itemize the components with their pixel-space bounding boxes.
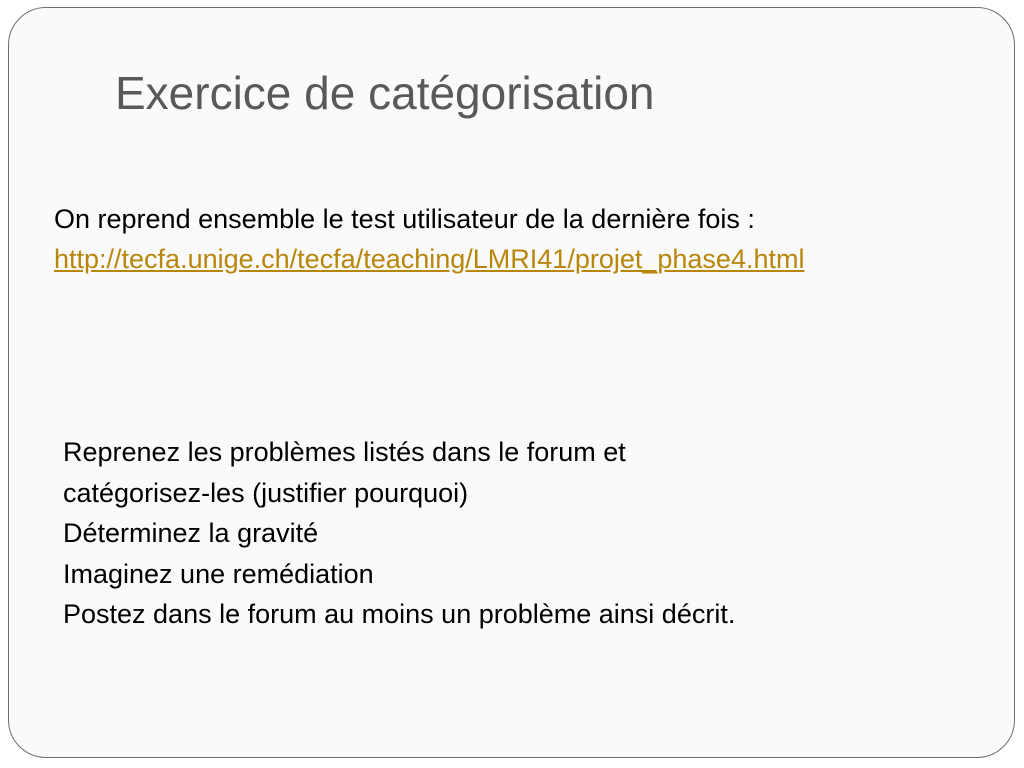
task-list [63,432,963,635]
task-line: Imaginez une remédiation [63,558,374,589]
intro-paragraph [54,199,954,279]
slide-title: Exercice de catégorisation [115,67,655,119]
task-line: Reprenez les problèmes listés dans le forum et [63,437,626,467]
task-line: catégorisez-les (justifier pourquoi) [63,477,469,508]
task-line: Déterminez la gravité [63,518,319,548]
project-phase4-link[interactable]: http://tecfa.unige.ch/tecfa/teaching/LMRI41/projet_phase4.html [54,244,805,274]
slide-frame [8,7,1015,758]
intro-text: On reprend ensemble le test utilisateur de la dernière fois : [54,204,755,234]
task-line: Postez dans le forum au moins un problème ainsi décrit. [63,599,736,629]
